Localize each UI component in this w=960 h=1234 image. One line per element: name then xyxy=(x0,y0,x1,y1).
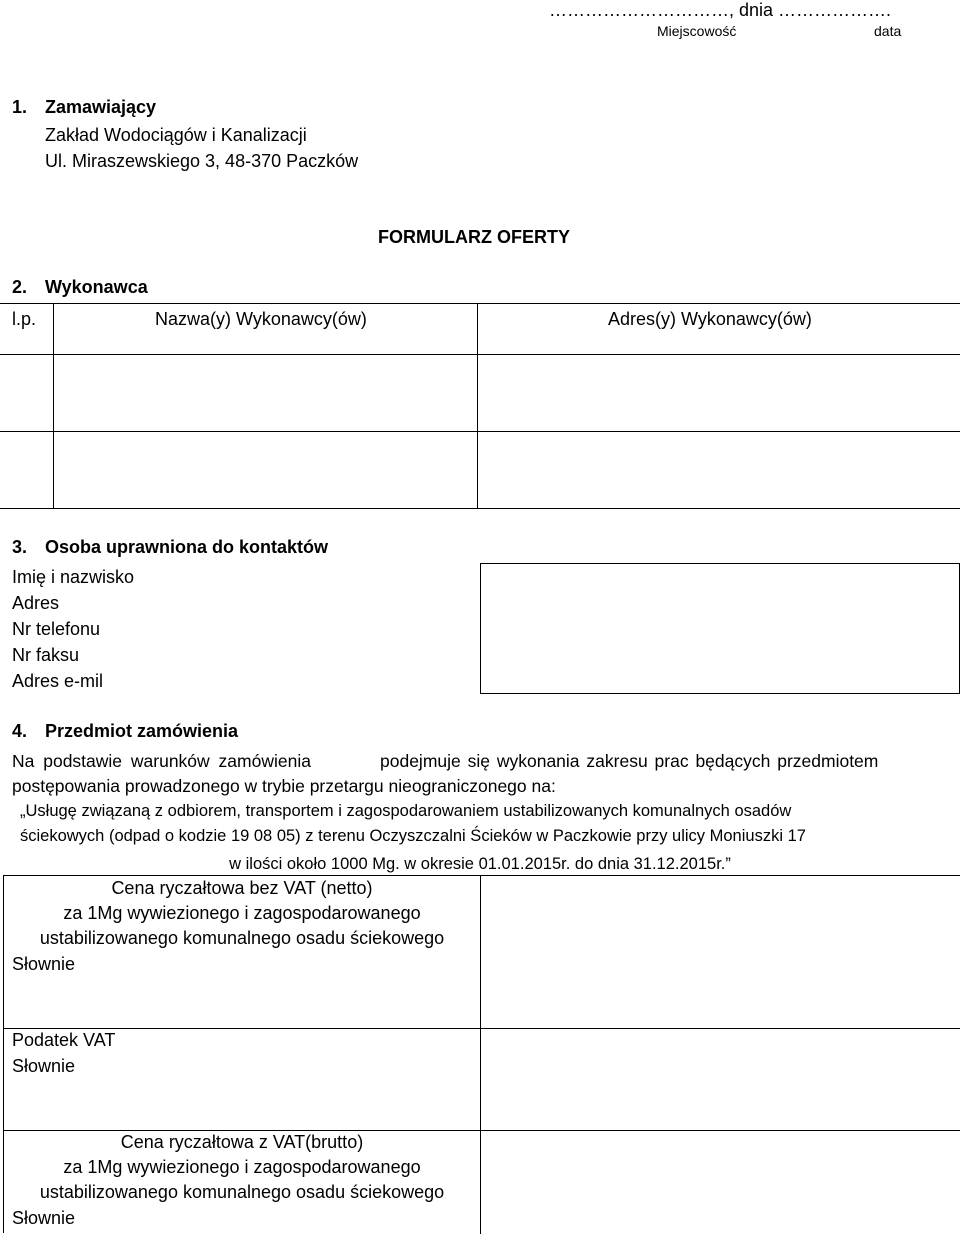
section4-number: 4. xyxy=(12,721,28,741)
contact-values-box[interactable] xyxy=(480,563,960,694)
section4-title: Przedmiot zamówienia xyxy=(45,721,239,741)
form-title: FORMULARZ OFERTY xyxy=(378,227,570,247)
subject-text-line1: „Usługę związaną z odbiorem, transportem i zagospodarowaniem ustabilizowanych komunalnych osadów xyxy=(20,802,792,820)
subject-text-line3: w ilości około 1000 Mg. w okresie 01.01.2015r. do dnia 31.12.2015r.” xyxy=(229,855,731,873)
section2-title: Wykonawca xyxy=(45,277,148,297)
net-price-value-cell[interactable] xyxy=(481,876,960,1028)
vat-label: Podatek VAT xyxy=(12,1030,116,1050)
section3-number: 3. xyxy=(12,537,28,557)
buyer-name: Zakład Wodociągów i Kanalizacji xyxy=(45,125,307,145)
contractor-address-cell[interactable] xyxy=(478,432,960,508)
intro-text-line2: postępowania prowadzonego w trybie przetargu nieograniczonego na: xyxy=(12,776,556,796)
col-address-header: Adres(y) Wykonawcy(ów) xyxy=(608,309,812,329)
gross-price-words-label: Słownie xyxy=(12,1208,76,1228)
col-lp-header: l.p. xyxy=(12,309,37,329)
gross-price-value-cell[interactable] xyxy=(481,1131,960,1234)
contractor-name-cell[interactable] xyxy=(54,432,477,508)
date-line: …………………………, dnia ………………. xyxy=(549,0,892,20)
gross-price-line2: za 1Mg wywiezionego i zagospodarowanego xyxy=(63,1157,421,1177)
contact-phone-label: Nr telefonu xyxy=(12,619,101,639)
col-name-header: Nazwa(y) Wykonawcy(ów) xyxy=(155,309,367,329)
contact-name-label: Imię i nazwisko xyxy=(12,567,135,587)
net-price-words-label: Słownie xyxy=(12,954,76,974)
contractor-address-cell[interactable] xyxy=(478,355,960,431)
net-price-line2: za 1Mg wywiezionego i zagospodarowanego xyxy=(63,903,421,923)
net-price-line3: ustabilizowanego komunalnego osadu ściekowego xyxy=(39,928,445,948)
section3-title: Osoba uprawniona do kontaktów xyxy=(45,537,329,557)
vat-value-cell[interactable] xyxy=(481,1029,960,1130)
intro-text-part2: podejmuje się wykonania zakresu prac będących przedmiotem xyxy=(380,751,879,771)
contact-email-label: Adres e-mil xyxy=(12,671,104,691)
section2-number: 2. xyxy=(12,277,28,297)
buyer-address: Ul. Miraszewskiego 3, 48-370 Paczków xyxy=(45,151,359,171)
contact-fax-label: Nr faksu xyxy=(12,645,80,665)
contractor-lp-cell[interactable] xyxy=(0,432,53,508)
gross-price-line3: ustabilizowanego komunalnego osadu ściekowego xyxy=(39,1182,445,1202)
vat-words-label: Słownie xyxy=(12,1056,76,1076)
contractor-name-cell[interactable] xyxy=(54,355,477,431)
section1-number: 1. xyxy=(12,97,28,117)
date-caption: data xyxy=(874,23,902,39)
row-divider xyxy=(0,508,960,509)
subject-text-line2: ściekowych (odpad o kodzie 19 08 05) z terenu Oczyszczalni Ścieków w Paczkowie przy ulicy Moniuszki 17 xyxy=(20,827,806,845)
net-price-line1: Cena ryczałtowa bez VAT (netto) xyxy=(111,878,373,898)
contact-address-label: Adres xyxy=(12,593,60,613)
section1-title: Zamawiający xyxy=(45,97,157,117)
intro-text-part1: Na podstawie warunków zamówienia xyxy=(12,751,311,771)
contractor-table xyxy=(0,303,960,508)
place-caption: Miejscowość xyxy=(657,23,737,39)
contractor-lp-cell[interactable] xyxy=(0,355,53,431)
gross-price-line1: Cena ryczałtowa z VAT(brutto) xyxy=(120,1132,364,1152)
price-table xyxy=(3,875,960,1233)
